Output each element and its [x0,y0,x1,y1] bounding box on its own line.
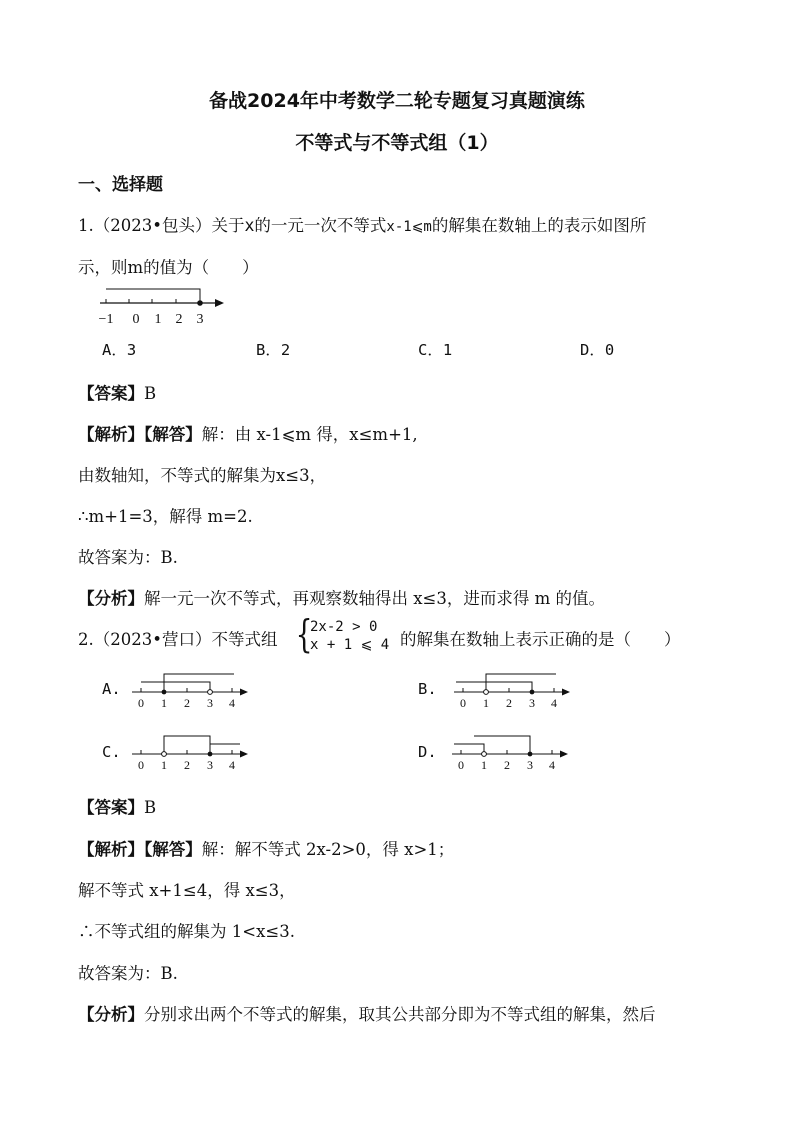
q1-stem [78,212,646,236]
q1-analysis-line1 [78,421,418,445]
q1-option-c[interactable]: C．1 [418,341,453,359]
q2-option-a-number-line[interactable] [130,668,252,712]
q2-answer-tag: 【答案】 [78,798,144,817]
q1-answer [78,380,156,404]
q2-option-d-label[interactable]: D. [418,743,437,761]
q1-option-d[interactable]: D．0 [580,341,615,359]
q2-fenxi-text: 分别求出两个不等式的解集，取其公共部分即为不等式组的解集，然后 [144,1005,656,1024]
q1-tick-label: 2 [175,312,183,327]
q2-tick-label: 0 [138,696,144,710]
q1-analysis-tag: 【解析】【解答】 [78,425,202,444]
q1-stem-a: 1.（2023•包头）关于 [78,216,245,235]
q2-analysis-text: 解：解不等式 2x-2>0，得 x>1； [201,840,455,859]
q2-analysis-line3: ∴不等式组的解集为 1<x≤3. [78,922,295,941]
q1-answer-value: B [144,384,157,403]
q2-stem [78,626,277,650]
page-title: 备战2024年中考数学二轮专题复习真题演练 [209,90,585,112]
q1-analysis-line2: 由数轴知，不等式的解集为x≤3， [78,466,327,485]
q2-system-line1: 2x-2 > 0 [310,619,378,635]
q2-tick-label: 4 [229,758,235,772]
q2-fenxi [78,1001,656,1025]
q2-system [310,618,389,654]
q1-number-line [96,284,231,328]
q2-tick-label: 3 [207,758,213,772]
q2-tick-label: 3 [207,696,213,710]
q2-tick-label: 2 [504,758,510,772]
q2-option-c-number-line[interactable] [130,730,252,774]
q1-inequality: x-1⩽m [386,219,432,235]
q1-option-b[interactable]: B．2 [256,341,291,359]
q2-answer [78,794,156,818]
q2-system-brace: { [295,612,313,656]
q2-tick-label: 1 [161,696,167,710]
q1-stem-c: 的解集在数轴上的表示如图所 [431,216,647,235]
q2-stem-a: 2.（2023•营口）不等式组 [78,630,278,649]
q2-option-a-label[interactable]: A. [102,680,121,698]
q2-tick-label: 1 [481,758,487,772]
q2-tick-label: 0 [138,758,144,772]
q2-option-b-label[interactable]: B. [418,680,437,698]
q2-tick-label: 2 [506,696,512,710]
q2-tick-label: 1 [161,758,167,772]
q2-tick-label: 4 [229,696,235,710]
q1-analysis-text: 解：由 x-1⩽m 得，x≤m+1, [201,425,418,444]
q1-tick-label: 1 [154,312,162,327]
q1-stem-b: 的一元一次不等式 [254,216,387,235]
q2-tick-label: 4 [551,696,557,710]
q2-tick-label: 4 [549,758,555,772]
q2-tick-label: 2 [184,758,190,772]
q2-answer-value: B [144,798,157,817]
q1-analysis-line3: ∴m+1=3，解得 m=2. [78,507,253,526]
q1-stem-line2: 示，则m的值为（ ） [78,258,259,277]
q2-system-line2: x + 1 ⩽ 4 [310,637,390,653]
q2-tick-label: 0 [460,696,466,710]
q1-fenxi [78,585,605,609]
q1-option-a[interactable]: A．3 [102,341,137,359]
q2-stem-b: 的解集在数轴上表示正确的是（ ） [400,630,681,649]
q1-analysis-line4: 故答案为：B. [78,548,178,567]
q2-analysis-line1 [78,836,454,860]
page-subtitle: 不等式与不等式组（1） [295,132,499,154]
q2-tick-label: 2 [184,696,190,710]
q1-tick-label: 0 [132,312,140,327]
q2-option-d-number-line[interactable] [450,730,572,774]
q2-option-b-number-line[interactable] [452,668,574,712]
q2-tick-label: 1 [483,696,489,710]
q2-option-c-label[interactable]: C. [102,743,121,761]
q1-tick-label: 3 [196,312,204,327]
q2-tick-label: 0 [458,758,464,772]
q2-tick-label: 3 [529,696,535,710]
q1-fenxi-text: 解一元一次不等式，再观察数轴得出 x≤3，进而求得 m 的值。 [144,589,606,608]
q1-fenxi-tag: 【分析】 [78,589,144,608]
q2-tick-label: 3 [527,758,533,772]
q2-analysis-line4: 故答案为：B. [78,964,178,983]
q2-fenxi-tag: 【分析】 [78,1005,144,1024]
q1-var-x: x [244,216,255,235]
section-heading: 一、选择题 [78,175,163,195]
q2-analysis-line2: 解不等式 x+1≤4，得 x≤3， [78,881,296,900]
q1-tick-label: −1 [98,312,114,327]
q2-analysis-tag: 【解析】【解答】 [78,840,202,859]
q1-answer-tag: 【答案】 [78,384,144,403]
